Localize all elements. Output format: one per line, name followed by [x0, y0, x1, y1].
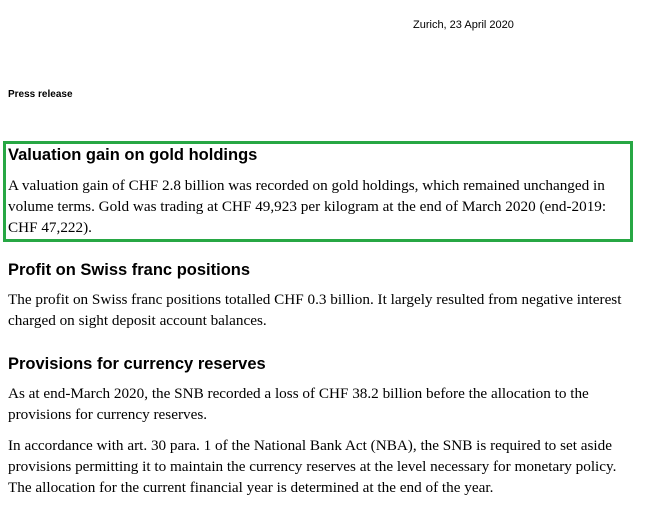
section-heading: Valuation gain on gold holdings	[8, 146, 258, 164]
section-heading: Profit on Swiss franc positions	[8, 261, 251, 279]
dateline: Zurich, 23 April 2020	[413, 19, 514, 31]
section-paragraph: In accordance with art. 30 para. 1 of the National Bank Act (NBA), the SNB is required to set aside provisions permitting it to maintain the currency reserves at the level necessary for monetary policy. The allocation for the current financial year is determined at the end of the year.	[8, 437, 617, 496]
section-swiss-franc-positions	[8, 259, 626, 331]
highlight-box	[3, 141, 633, 242]
section-paragraph: As at end-March 2020, the SNB recorded a loss of CHF 38.2 billion before the allocation to the provisions for currency reserves.	[8, 385, 589, 423]
section-paragraph: A valuation gain of CHF 2.8 billion was recorded on gold holdings, which remained unchanged in volume terms. Gold was trading at CHF 49,923 per kilogram at the end of March 2020 (end-2019: CHF 47,222).	[8, 177, 607, 236]
press-release-label: Press release	[8, 89, 73, 100]
section-heading: Provisions for currency reserves	[8, 355, 266, 373]
section-currency-reserves	[8, 353, 626, 498]
section-paragraph: The profit on Swiss franc positions totalled CHF 0.3 billion. It largely resulted from negative interest charged on sight deposit account balances.	[8, 291, 622, 329]
